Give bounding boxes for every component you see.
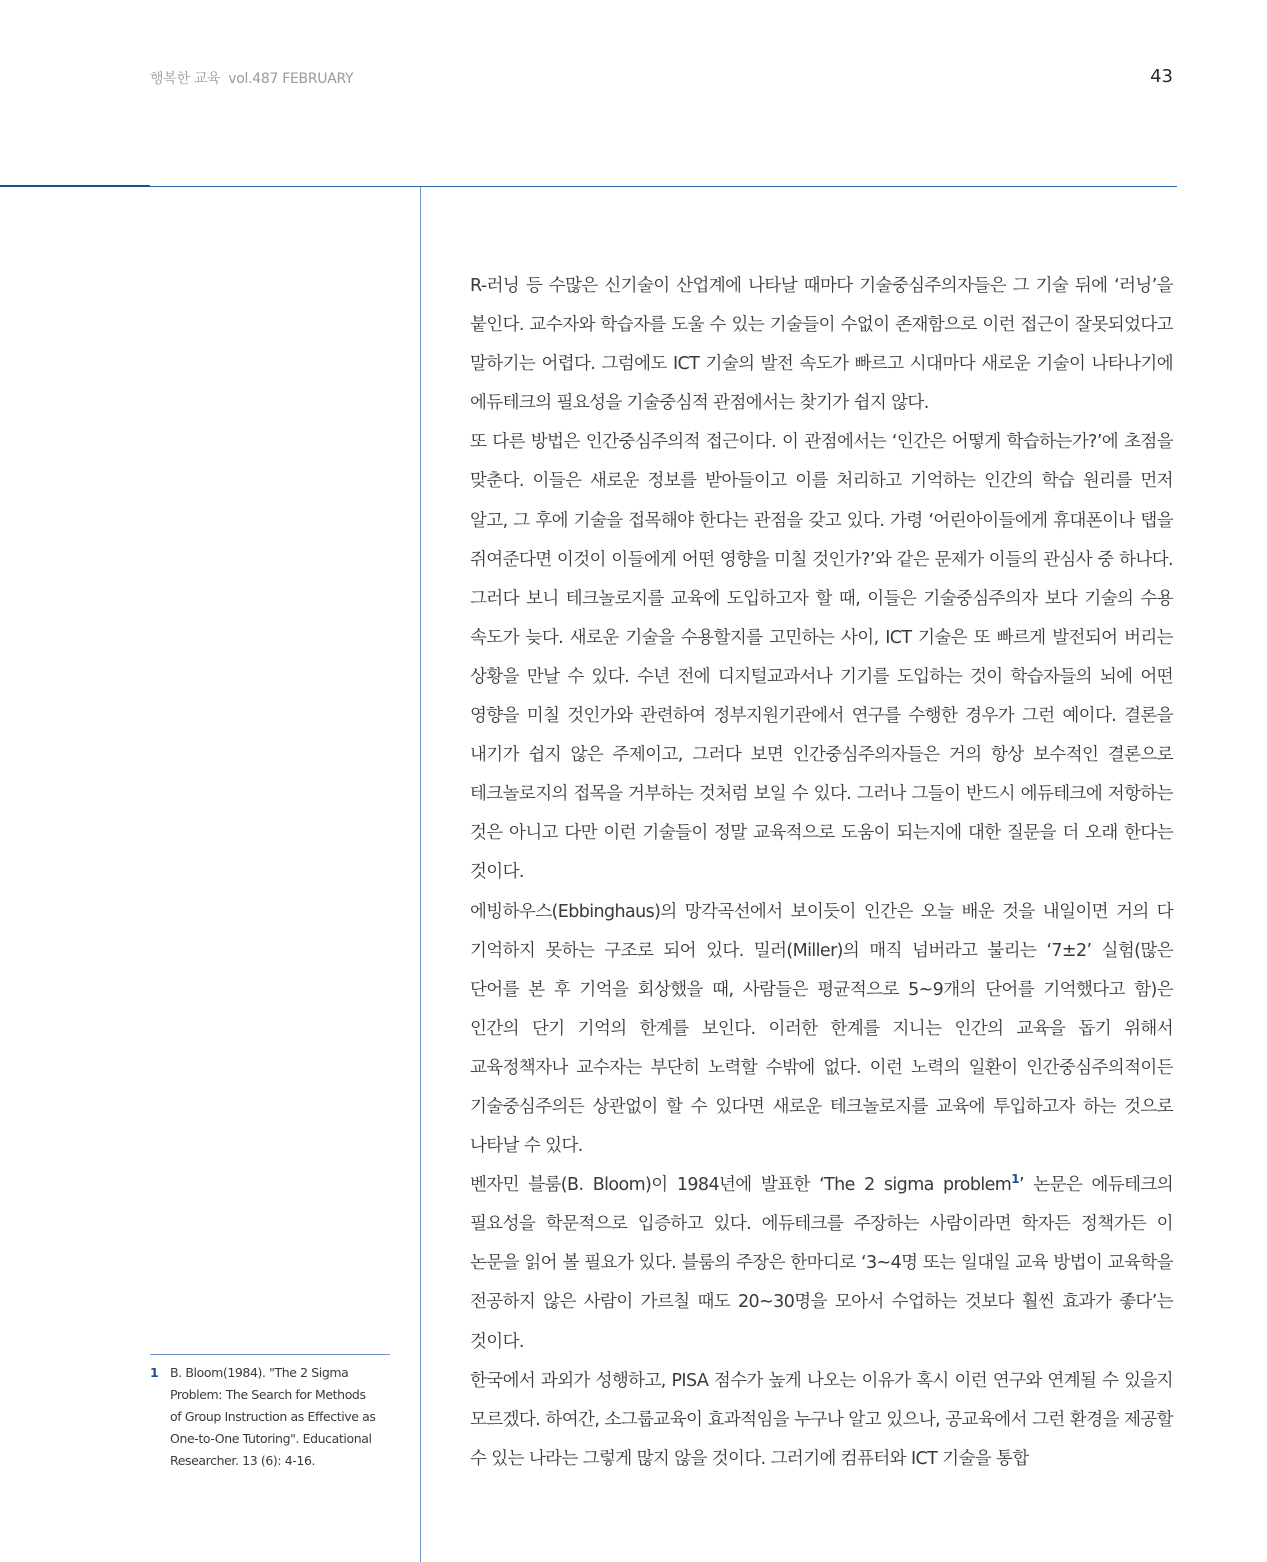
footnote-reference[interactable]: 1 bbox=[1011, 1172, 1020, 1187]
paragraph-4-start: 벤자민 블룸(B. Bloom)이 1984년에 발표한 ‘The 2 sigma problem bbox=[470, 1175, 1012, 1196]
footnote-number: 1 bbox=[150, 1365, 159, 1380]
footnote-rule bbox=[150, 1354, 390, 1355]
magazine-title: 행복한 교육 bbox=[150, 71, 221, 87]
paragraph-1: R-러닝 등 수많은 신기술이 산업계에 나타날 때마다 기술중심주의자들은 그 기술 뒤에 ‘러닝’을 붙인다. 교수자와 학습자를 도울 수 있는 기술들이 수없이 존재함으로 이런 접근이 잘못되었다고 말하기는 어렵다. 그럼에도 ICT 기술의 발전 속도가 빠르고 시대마다 새로운 기술이 나타나기에 에듀테크의 필요성을 기술중심적 관점에서는 찾기가 쉽지 않다. bbox=[470, 276, 1173, 414]
issue-label: vol.487 FEBRUARY bbox=[228, 71, 354, 87]
header-rule-accent bbox=[0, 185, 150, 187]
paragraph-3: 에빙하우스(Ebbinghaus)의 망각곡선에서 보이듯이 인간은 오늘 배운 것을 내일이면 거의 다 기억하지 못하는 구조로 되어 있다. 밀러(Miller)의 매직 넘버라고 불리는 ‘7±2’ 실험(많은 단어를 본 후 기억을 회상했을 때, 사람들은 평균적으로 5~9개의 단어를 기억했다고 함)은 인간의 단기 기억의 한계를 보인다. 이러한 한계를 지니는 인간의 교육을 돕기 위해서 교육정책자나 교수자는 부단히 노력할 수밖에 없다. 이런 노력의 일환이 인간중심주의적이든 기술중심주의든 상관없이 할 수 있다면 새로운 테크놀로지를 교육에 투입하고자 하는 것으로 나타날 수 있다. bbox=[470, 901, 1173, 1157]
header-rule bbox=[150, 186, 1177, 187]
paragraph-4-end: ’ 논문은 에듀테크의 필요성을 학문적으로 입증하고 있다. 에듀테크를 주장하는 사람이라면 학자든 정책가든 이 논문을 읽어 볼 필요가 있다. 블룸의 주장은 한마디로 ‘3~4명 또는 일대일 교육 방법이 교육학을 전공하지 않은 사람이 가르칠 때도 20~30명을 모아서 수업하는 것보다 훨씬 효과가 좋다’는 것이다. bbox=[470, 1175, 1173, 1352]
footnote bbox=[150, 1362, 380, 1472]
column-divider bbox=[420, 187, 421, 1562]
footnote-text: B. Bloom(1984). "The 2 Sigma Problem: The Search for Methods of Group Instruction as Effective as One-to-One Tutoring". Educational Researcher. 13 (6): 4-16. bbox=[170, 1365, 376, 1468]
paragraph-4 bbox=[470, 1166, 1173, 1361]
paragraph-5: 한국에서 과외가 성행하고, PISA 점수가 높게 나오는 이유가 혹시 이런 연구와 연계될 수 있을지 모르겠다. 하여간, 소그룹교육이 효과적임을 누구나 알고 있으나, 공교육에서 그런 환경을 제공할 수 있는 나라는 그렇게 많지 않을 것이다. 그러기에 컴퓨터와 ICT 기술을 통합 bbox=[470, 1370, 1173, 1469]
running-head bbox=[150, 68, 353, 88]
paragraph-2: 또 다른 방법은 인간중심주의적 접근이다. 이 관점에서는 ‘인간은 어떻게 학습하는가?’에 초점을 맞춘다. 이들은 새로운 정보를 받아들이고 이를 처리하고 기억하는 인간의 학습 원리를 먼저 알고, 그 후에 기술을 접목해야 한다는 관점을 갖고 있다. 가령 ‘어린아이들에게 휴대폰이나 탭을 쥐여준다면 이것이 이들에게 어떤 영향을 미칠 것인가?’와 같은 문제가 이들의 관심사 중 하나다. 그러다 보니 테크놀로지를 교육에 도입하고자 할 때, 이들은 기술중심주의자 보다 기술의 수용 속도가 늦다. 새로운 기술을 수용할지를 고민하는 사이, ICT 기술은 또 빠르게 발전되어 버리는 상황을 만날 수 있다. 수년 전에 디지털교과서나 기기를 도입하는 것이 학습자들의 뇌에 어떤 영향을 미칠 것인가와 관련하여 정부지원기관에서 연구를 수행한 경우가 그런 예이다. 결론을 내기가 쉽지 않은 주제이고, 그러다 보면 인간중심주의자들은 거의 항상 보수적인 결론으로 테크놀로지의 접목을 거부하는 것처럼 보일 수 있다. 그러나 그들이 반드시 에듀테크에 저항하는 것은 아니고 다만 이런 기술들이 정말 교육적으로 도움이 되는지에 대한 질문을 더 오래 한다는 것이다. bbox=[470, 432, 1173, 883]
article-body bbox=[470, 267, 1173, 1479]
page-number: 43 bbox=[1150, 66, 1173, 87]
